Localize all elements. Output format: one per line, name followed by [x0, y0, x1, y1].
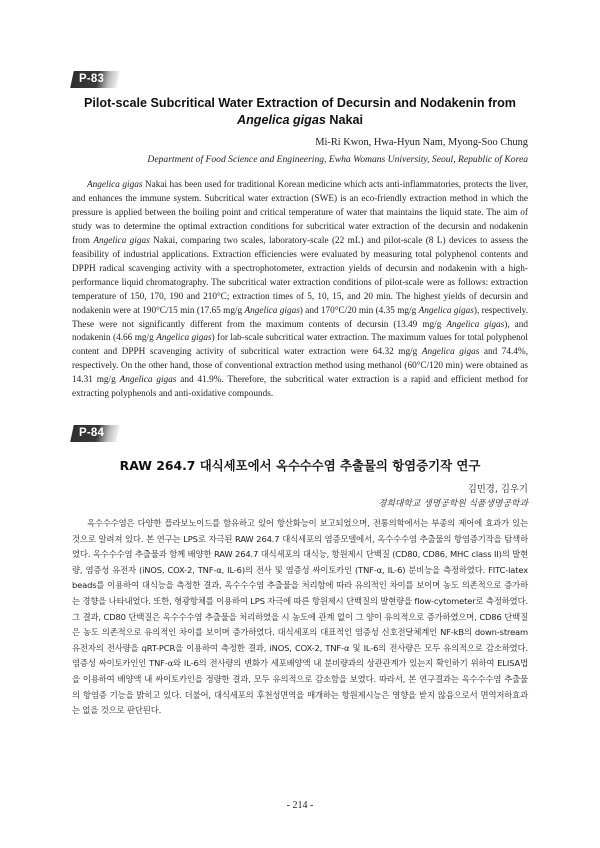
abstract-text: Nakai, comparing two scales, laboratory-scale (22 mL) and pilot-scale (8 L) devices to assess the feasibility of industrial applications. Extraction efficiencies were evaluated by measuring total polyphenol contents and DPPH radical scavenging activity with a spectrophotometer, extraction yields of decursin and nodakenin with a high-performance liquid chromatography. The subcritical water extraction conditions of pilot-scale were as follows: extraction temperature of 150, 170, 190 and 210°C; extraction times of 5, 10, 15, and 20 min. The highest yields of decursin and nodakenin were at 190°C/15 min (17.65 mg/g: [72, 235, 528, 316]
abstract-text: ), and nodakenin (4.66 mg/g: [72, 319, 528, 344]
page-number: - 214 -: [286, 800, 314, 811]
paper-title-line2: Angelica gigas Nakai: [237, 113, 363, 127]
abstract-body-2: 옥수수수염은 다양한 플라보노이드를 함유하고 있어 항산화능이 보고되었으며, 전통의학에서는 부종의 제어에 효과가 있는 것으로 알려져 있다. 본 연구는 LPS로 자극된 RAW 264.7 대식세포의 염증모델에서, 옥수수수염 추출물의 항염증기작을 탐색하였다. 옥수수수염 추출물과 함께 배양한 RAW 264.7 대식세포의 대식능, 항원제시 단백질 (CD80, CD86, MHC class II)의 발현량, 염증성 유전자 (iNOS, COX-2, TNF-α, IL-6)의 전사 및 염증성 싸이토카인 (TNF-α, IL-6) 분비능을 측정하였다. FITC-latex beads를 이용하여 대식능을 측정한 결과, 옥수수수염 추출물을 처리함에 따라 유의적인 차이를 보이며 농도 의존적으로 증가하는 경향을 나타내었다. 또한, 형광항체를 이용하여 LPS 자극에 따른 항원제시 단백질의 발현량을 flow-cytometer로 측정하였다. 그 결과, CD80 단백질은 옥수수수염 추출물을 처리하였을 시 농도에 관계 없이 그 양이 유의적으로 증가하였으며, CD86 단백질은 농도 의존적으로 유의적인 차이를 보이며 증가하였다. 대식세포의 대표적인 염증성 신호전달체계인 NF-kB의 down-stream 유전자의 전사량을 qRT-PCR을 이용하여 측정한 결과, iNOS, COX-2, TNF-α 및 IL-6의 전사량은 모두 유의적으로 감소하였다. 염증성 싸이토카인인 TNF-α와 IL-6의 전사량의 변화가 세포배양액 내 분비량과의 상관관계가 있는지 확인하기 위하여 ELISA법을 이용하여 배양액 내 싸이토카인을 정량한 결과, 모두 유의적으로 감소함을 보였다. 따라서, 본 연구결과는 옥수수수염 추출물의 항염증 기능을 밝히고 있다. 더불어, 대식세포의 후천성면역을 매개하는 항원제시능은 영향을 받지 않음으로서 면역저하효과는 없을 것으로 판단된다.: [72, 518, 528, 716]
species-name: Angelica gigas: [87, 180, 143, 190]
abstract-number-badge: P-83: [70, 71, 120, 88]
species-name: Angelica gigas: [446, 319, 505, 330]
affiliation-2: 경희대학교 생명공학원 식품생명공학과: [377, 499, 528, 509]
species-name: Angelica gigas: [421, 347, 480, 358]
abstract-text: Nakai has been used for traditional Korean medicine which acts anti-inflammatories, protects the liver, and enhances the immune system. Subcritical water extraction (SWE) is an eco-friendly extraction method in which the pressure is applied between the boiling point and critical temperature of water that maintains the liquid state. The aim of study was to determine the optimal extraction conditions for subcritical water extraction of the decursin and nodakenin from: [72, 180, 529, 246]
abstract-text: ) for lab-scale subcritical water extraction. The maximum values for total polyphenol content and DPPH scavenging activity of subcritical water extraction were 64.32 mg/g: [72, 333, 528, 358]
species-name: Angelica gigas: [237, 113, 326, 127]
paper-title: [72, 95, 528, 129]
abstract-text: ), respectively. These were not significantly different from the maximum contents of decursin (13.49 mg/g: [72, 305, 529, 330]
authors: Mi-Ri Kwon, Hwa-Hyun Nam, Myong-Soo Chung: [315, 137, 528, 148]
abstract-body: [72, 179, 528, 402]
species-name: Angelica gigas: [244, 305, 300, 316]
paper-title-line1: Pilot-scale Subcritical Water Extraction of Decursin and Nodakenin from: [83, 96, 516, 110]
species-name: Angelica gigas: [156, 333, 212, 344]
paper-title-2: RAW 264.7 대식세포에서 옥수수수염 추출물의 항염증기작 연구: [119, 458, 481, 473]
abstract-text: ) and 170°C/20 min (4.35 mg/g: [299, 305, 419, 316]
authors-2: 김민경, 김우기: [467, 484, 528, 495]
species-name: Angelica gigas: [93, 235, 150, 246]
abstract-text: and 74.4%, respectively. On the other hand, those of conventional extraction method using methanol (60°C/120 min) were obtained as 14.31 mg/g: [72, 347, 529, 386]
species-name: Angelica gigas: [418, 305, 474, 316]
abstract-number-badge-2: P-84: [70, 425, 120, 442]
abstract-text: and 41.9%. Therefore, the subcritical water extraction is a rapid and efficient method for extracting polyphenols and anti-oxidative compounds.: [72, 375, 529, 400]
affiliation: Department of Food Science and Engineering, Ewha Womans University, Seoul, Republic of Korea: [147, 154, 528, 165]
species-name: Angelica gigas: [119, 375, 177, 386]
